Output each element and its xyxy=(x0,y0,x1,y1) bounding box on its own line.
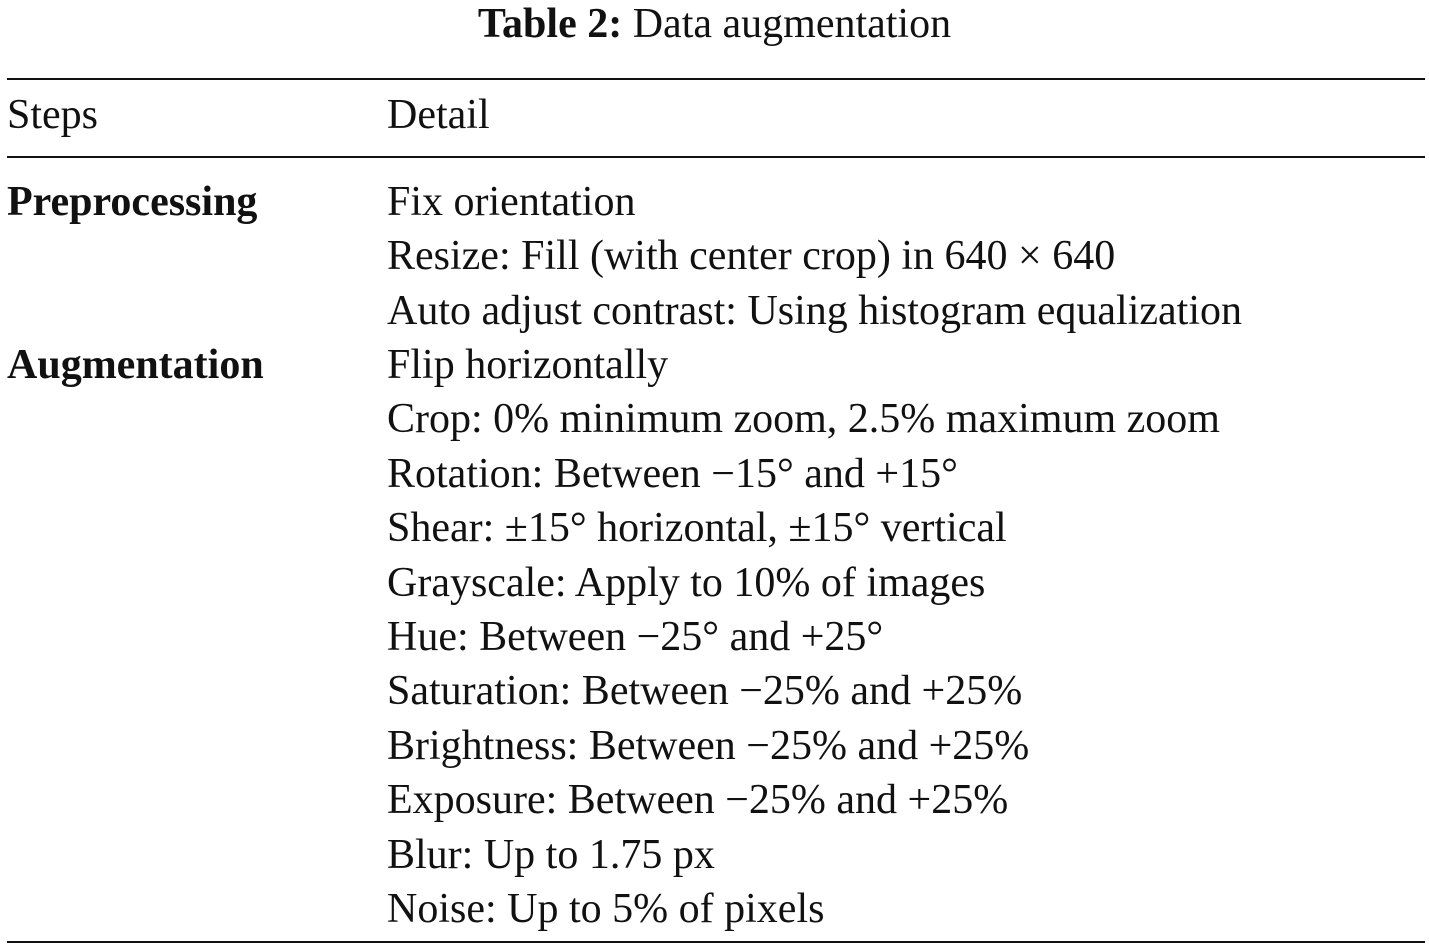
detail-item: Fix orientation xyxy=(387,179,636,225)
detail-item: Hue: Between −25° and +25° xyxy=(387,613,884,660)
table-caption-label: Table 2: xyxy=(477,1,623,47)
detail-item: Rotation: Between −15° and +15° xyxy=(387,450,958,497)
header-steps: Steps xyxy=(7,92,99,138)
detail-item: Crop: 0% minimum zoom, 2.5% maximum zoom xyxy=(387,396,1220,443)
detail-item: Blur: Up to 1.75 px xyxy=(387,831,715,878)
detail-item: Grayscale: Apply to 10% of images xyxy=(387,559,986,606)
detail-item: Noise: Up to 5% of pixels xyxy=(387,885,825,932)
step-label-augmentation: Augmentation xyxy=(7,342,264,388)
table-header-rule xyxy=(7,156,1425,158)
detail-item: Exposure: Between −25% and +25% xyxy=(387,777,1009,824)
header-detail: Detail xyxy=(387,92,490,138)
table-bottom-rule xyxy=(7,941,1425,943)
detail-item: Brightness: Between −25% and +25% xyxy=(387,722,1030,769)
step-label-preprocessing: Preprocessing xyxy=(7,179,258,225)
detail-item: Saturation: Between −25% and +25% xyxy=(387,668,1023,715)
table-caption xyxy=(0,0,1429,48)
detail-item: Resize: Fill (with center crop) in 640 × 640 xyxy=(387,233,1116,280)
table-caption-title: Data augmentation xyxy=(632,1,952,47)
detail-item: Flip horizontally xyxy=(387,342,669,388)
detail-item: Auto adjust contrast: Using histogram equalization xyxy=(387,287,1243,334)
detail-list-augmentation xyxy=(387,338,1220,936)
table-top-rule xyxy=(7,78,1425,80)
detail-item: Shear: ±15° horizontal, ±15° vertical xyxy=(387,505,1007,552)
detail-list-preprocessing xyxy=(387,175,1242,338)
